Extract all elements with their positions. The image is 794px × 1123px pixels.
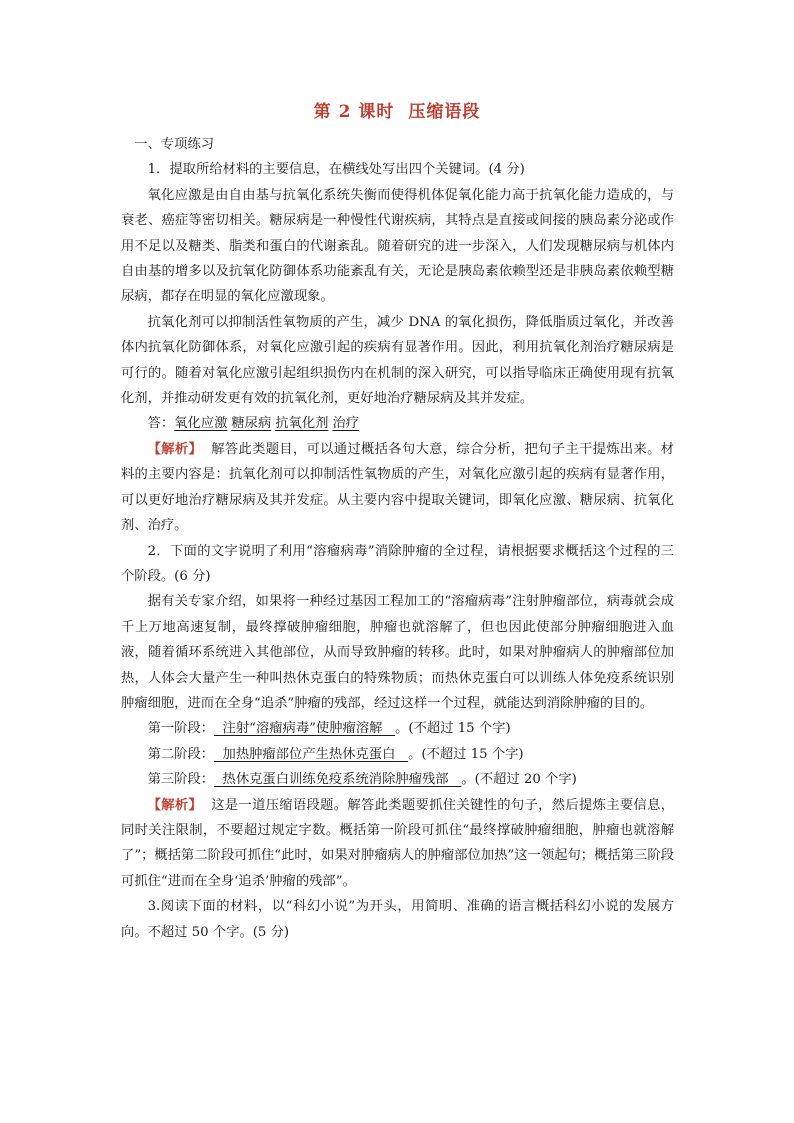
question-1-answer <box>121 411 674 436</box>
question-3-prompt: 3.阅读下面的材料，以“科幻小说”为开头，用简明、准确的语言概括科幻小说的发展方向。不超过 50 个字。(5 分) <box>121 899 674 940</box>
question-1-prompt: 1．提取所给材料的主要信息，在横线处写出四个关键词。(4 分) <box>147 162 525 178</box>
title-lesson-number: 第 2 课时 <box>313 102 395 122</box>
question-1-material-paragraph: 抗氧化剂可以抑制活性氧物质的产生，减少 DNA 的氧化损伤，降低脂质过氧化，并改善体内抗氧化防御体系，对氧化应激引起的疾病有显著作用。因此，利用抗氧化剂治疗糖尿病是可行的。随着对氧化应激引起组织损伤内在机制的深入研究，可以指导临床正确使用现有抗氧化剂，并推动研发更有效的抗氧化剂，更好地治疗糖尿病及其并发症。 <box>121 314 674 407</box>
stage-answer: 热休克蛋白训练免疫系统消除肿瘤残部 <box>222 772 449 788</box>
answer-keyword: 糖尿病 <box>231 416 272 432</box>
stage-1-line <box>121 716 674 741</box>
stage-3-line <box>121 767 674 792</box>
question-2-analysis <box>121 793 674 895</box>
title-topic: 压缩语段 <box>408 102 481 122</box>
answer-keyword: 治疗 <box>332 416 360 432</box>
section-heading: 一、专项练习 <box>134 137 215 152</box>
stage-limit: 。(不超过 15 个字) <box>395 721 511 737</box>
stage-answer: 加热肿瘤部位产生热休克蛋白 <box>222 746 396 762</box>
document-body <box>121 132 674 945</box>
answer-label: 答： <box>147 416 175 432</box>
question-2-prompt: 2．下面的文字说明了利用“溶瘤病毒”消除肿瘤的全过程，请根据要求概括这个过程的三个阶段。(6 分) <box>121 543 674 584</box>
stage-2-line <box>121 742 674 767</box>
answer-keyword: 抗氧化剂 <box>275 416 329 432</box>
answer-keyword: 氧化应激 <box>174 416 228 432</box>
analysis-tag: 【解析】 <box>147 797 203 813</box>
stage-limit: 。(不超过 15 个字) <box>408 746 524 762</box>
stage-limit: 。(不超过 20 个字) <box>461 772 577 788</box>
analysis-text: 解答此类题目，可以通过概括各句大意，综合分析，把句子主干提炼出来。材料的主要内容是：抗氧化剂可以抑制活性氧物质的产生，对氧化应激引起的疾病有显著作用，可以更好地治疗糖尿病及其并发症。从主要内容中提取关键词，即氧化应激、糖尿病、抗氧化剂、治疗。 <box>121 441 675 534</box>
page-title <box>0 97 794 122</box>
question-1-material-paragraph: 氧化应激是由自由基与抗氧化系统失衡而使得机体促氧化能力高于抗氧化能力造成的，与衰老、癌症等密切相关。糖尿病是一种慢性代谢疾病，其特点是直接或间接的胰岛素分泌或作用不足以及糖类、脂类和蛋白的代谢紊乱。随着研究的进一步深入，人们发现糖尿病与机体内自由基的增多以及抗氧化防御体系功能紊乱有关，无论是胰岛素依赖型还是非胰岛素依赖型糖尿病，都存在明显的氧化应激现象。 <box>121 187 674 305</box>
question-2-material-paragraph: 据有关专家介绍，如果将一种经过基因工程加工的“溶瘤病毒”注射肿瘤部位，病毒就会成千上万地高速复制，最终撑破肿瘤细胞，肿瘤也就溶解了，但也因此使部分肿瘤细胞进入血液，随着循环系统进入其他部位，从而导致肿瘤的转移。此时，如果对肿瘤病人的肿瘤部位加热，人体会大量产生一种叫热休克蛋白的特殊物质；而热休克蛋白可以训练人体免疫系统识别肿瘤细胞，进而在全身“追杀”肿瘤的残部，经过这样一个过程，就能达到消除肿瘤的目的。 <box>121 594 674 711</box>
question-1-analysis <box>121 437 674 539</box>
stage-label: 第一阶段： <box>147 721 215 737</box>
analysis-text: 这是一道压缩语段题。解答此类题要抓住关键性的句子，然后提炼主要信息，同时关注限制，不要超过规定字数。概括第一阶段可抓住“最终撑破肿瘤细胞，肿瘤也就溶解了”；概括第二阶段可抓住“此时，如果对肿瘤病人的肿瘤部位加热”这一领起句；概括第三阶段可抓住“进而在全身‘追杀’肿瘤的残部”。 <box>121 797 675 889</box>
stage-answer: 注射“溶瘤病毒”使肿瘤溶解 <box>222 721 383 737</box>
analysis-tag: 【解析】 <box>147 441 203 457</box>
stage-label: 第二阶段： <box>147 746 215 762</box>
stage-label: 第三阶段： <box>147 772 215 788</box>
